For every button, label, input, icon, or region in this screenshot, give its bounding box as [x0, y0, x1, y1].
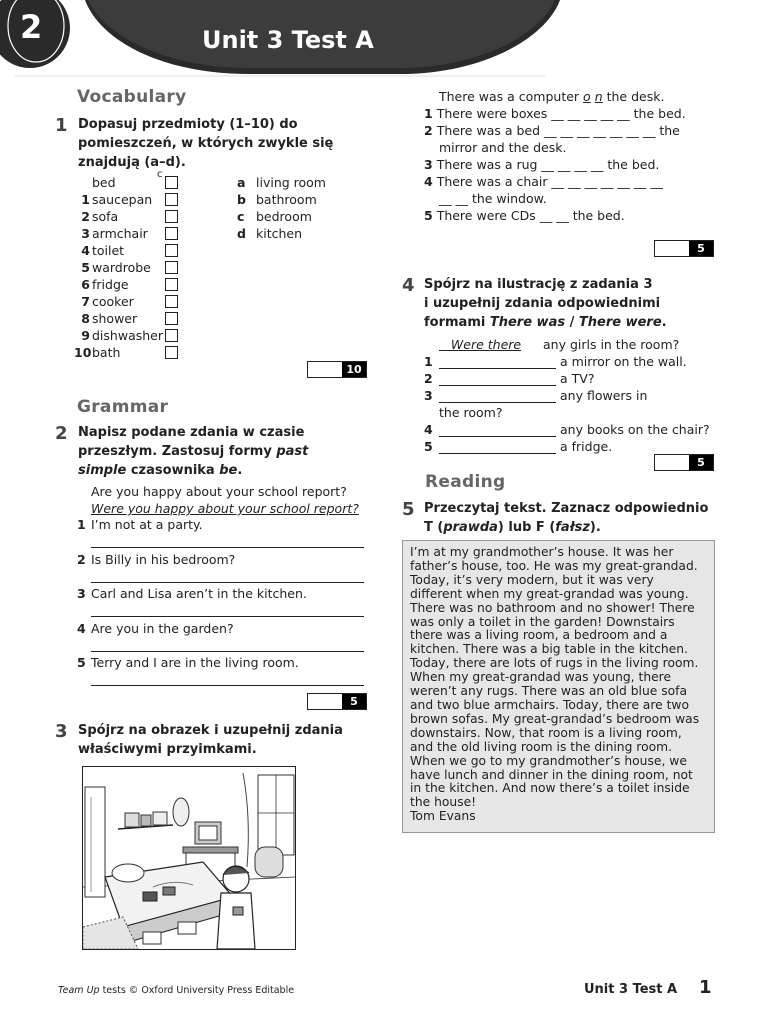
match-checkbox[interactable] [165, 227, 178, 240]
footer-copyright [58, 985, 294, 996]
example-letter: c [157, 169, 163, 180]
vocabulary-heading: Vocabulary [77, 87, 187, 107]
item-number: 10 [74, 345, 92, 360]
instruction-line [78, 461, 308, 480]
ex4-item [424, 370, 724, 387]
item-text: a fridge. [560, 439, 613, 454]
item-text: There was a bed __ __ __ __ __ __ __ the [436, 123, 680, 138]
vocab-item [74, 208, 184, 225]
header-graphic [0, 0, 768, 80]
grammar-example-question: Are you happy about your school report? [91, 484, 347, 499]
item-number: 8 [81, 311, 90, 326]
ex3-item [424, 122, 680, 139]
ex3-example-text: There was a computer [439, 89, 584, 104]
item-number: 9 [81, 328, 90, 343]
reading-heading: Reading [425, 472, 506, 492]
reading-line: different when my great-grandad was young. [410, 586, 689, 601]
vocab-item [74, 225, 184, 242]
score-max: 10 [342, 362, 366, 377]
item-number: 7 [81, 294, 90, 309]
item-text: There was a chair __ __ __ __ __ __ __ [436, 174, 663, 189]
item-number: 2 [424, 123, 433, 138]
item-number: 5 [81, 260, 90, 275]
ex4-item [424, 387, 724, 404]
ex4-example [439, 336, 679, 353]
vocab-item [74, 293, 184, 310]
answer-line[interactable] [91, 616, 364, 617]
instruction-italic: There were [578, 315, 662, 330]
match-checkbox[interactable] [165, 193, 178, 206]
vocab-item [74, 344, 184, 361]
score-blank[interactable] [308, 694, 342, 709]
score-max: 5 [689, 455, 713, 470]
ex3-item [424, 105, 686, 122]
vocab-item [74, 310, 184, 327]
instruction-line: i uzupełnij zdania odpowiednimi [424, 296, 661, 311]
instruction-line [78, 442, 308, 461]
exercise-2-number: 2 [55, 423, 68, 444]
instruction-line: znajdują (a–d). [78, 155, 186, 170]
item-text: a mirror on the wall. [560, 354, 687, 369]
instruction-part: czasownika [126, 463, 220, 478]
item-text: There were CDs __ __ the bed. [436, 208, 625, 223]
grammar-item [77, 551, 367, 585]
reading-line: When we go to my grandmother’s house, we [410, 753, 687, 768]
item-sentence: Is Billy in his bedroom? [91, 551, 236, 567]
match-checkbox[interactable] [165, 312, 178, 325]
vocab-item [74, 191, 184, 208]
item-number: 4 [424, 174, 433, 189]
room-letter: b [237, 192, 246, 207]
item-number: 5 [77, 655, 86, 670]
item-number: 4 [81, 243, 90, 258]
example-word: bed [92, 175, 116, 190]
grammar-item [77, 654, 367, 688]
score-max: 5 [689, 241, 713, 256]
item-sentence: Terry and I are in the living room. [91, 655, 299, 670]
reading-line: There was no bathroom and no shower! There [410, 600, 695, 615]
page-title: Unit 3 Test A [202, 26, 374, 54]
exercise-5-number: 5 [402, 499, 415, 520]
item-number: 5 [424, 208, 433, 223]
ex3-example-text: the desk. [602, 89, 665, 104]
instruction-italic: past [276, 444, 309, 459]
score-blank[interactable] [655, 455, 689, 470]
item-text: There was a rug __ __ __ __ the bed. [436, 157, 660, 172]
item-text: There were boxes __ __ __ __ __ the bed. [436, 106, 686, 121]
reading-author: Tom Evans [410, 809, 476, 824]
instruction-line: Spójrz na ilustrację z zadania 3 [424, 277, 653, 292]
item-sentence: Are you in the garden? [91, 620, 234, 636]
instruction-line: pomieszczeń, w których zwykle się [78, 136, 334, 151]
item-number: 1 [77, 517, 86, 532]
score-box-ex1 [307, 361, 367, 378]
instruction-part: ) lub F ( [497, 520, 556, 535]
instruction-italic: fałsz [555, 520, 590, 535]
instruction-line: Napisz podane zdania w czasie [78, 425, 305, 440]
exercise-1-number: 1 [55, 115, 68, 136]
item-number: 2 [81, 209, 90, 224]
reading-line: I’m at my grandmother’s house. It was her [410, 545, 674, 559]
room-letter: c [237, 209, 245, 224]
instruction-italic: prawda [443, 520, 498, 535]
exercise-5-instruction [424, 499, 708, 537]
item-sentence: I’m not at a party. [91, 517, 203, 532]
answer-line[interactable] [439, 402, 556, 403]
reading-line: and the old living room is the dining room. [410, 739, 673, 754]
item-word: armchair [92, 226, 148, 241]
item-word: saucepan [92, 192, 153, 207]
match-checkbox[interactable] [165, 244, 178, 257]
grammar-heading: Grammar [77, 397, 169, 417]
example-checkbox[interactable] [165, 176, 178, 189]
item-text: a TV? [560, 371, 595, 386]
ex4-example-rest: any girls in the room? [542, 337, 680, 352]
score-max: 5 [342, 694, 366, 709]
vocab-item [74, 276, 184, 293]
instruction-line: Przeczytaj tekst. Zaznacz odpowiednio [424, 501, 709, 516]
item-word: wardrobe [92, 260, 151, 275]
instruction-italic: be [219, 463, 238, 478]
instruction-part: . [237, 463, 243, 478]
ex3-item-cont: mirror and the desk. [439, 140, 567, 155]
bedroom-illustration [82, 766, 296, 950]
item-sentence: Carl and Lisa aren’t in the kitchen. [91, 586, 307, 601]
item-number: 1 [424, 354, 433, 369]
item-number: 4 [77, 620, 86, 636]
item-number: 2 [77, 551, 86, 567]
ex4-item [424, 421, 724, 438]
reading-line: Today, there are lots of rugs in the living room. [410, 656, 699, 671]
reading-line: and two blue armchairs. Today, there are two [410, 697, 690, 712]
item-text: any books on the chair? [560, 422, 710, 437]
instruction-line [424, 313, 667, 332]
instruction-line: Dopasuj przedmioty (1–10) do [78, 117, 298, 132]
item-number: 3 [424, 157, 433, 172]
item-number: 1 [81, 192, 90, 207]
grammar-item [77, 585, 367, 619]
exercise-1-instruction [78, 115, 333, 172]
reading-line: When my great-grandad was young, there [410, 670, 672, 685]
vocab-item [74, 242, 184, 259]
reading-line: in the kitchen. And now there’s a toilet inside [410, 781, 690, 796]
instruction-part: T ( [424, 520, 444, 535]
answer-line[interactable] [439, 453, 556, 454]
footer-unit-label: Unit 3 Test A [584, 982, 678, 997]
ex3-item [424, 173, 663, 190]
answer-line[interactable] [91, 685, 364, 686]
ex4-example-answer-text: Were there [450, 337, 522, 352]
grammar-item [77, 516, 367, 550]
ex4-item [424, 353, 724, 370]
ex3-example-answer: o [583, 89, 591, 104]
answer-line[interactable] [91, 547, 364, 548]
room-name: bedroom [256, 209, 312, 224]
answer-line[interactable] [91, 582, 364, 583]
reading-line: brown sofas. My great-grandad’s bedroom was [410, 711, 700, 726]
grammar-example-answer: Were you happy about your school report? [91, 501, 359, 516]
instruction-line: Spójrz na obrazek i uzupełnij zdania [78, 723, 343, 738]
match-checkbox[interactable] [165, 329, 178, 342]
item-text: any flowers in [560, 388, 648, 403]
item-number: 5 [424, 439, 433, 454]
instruction-line [424, 518, 708, 537]
item-word: fridge [92, 277, 129, 292]
instruction-italic: simple [78, 463, 127, 478]
match-checkbox[interactable] [165, 210, 178, 223]
room-letter: a [237, 175, 246, 190]
ex4-item-cont: the room? [439, 405, 503, 420]
item-number: 3 [77, 586, 86, 601]
item-number: 6 [81, 277, 90, 292]
match-checkbox[interactable] [165, 346, 178, 359]
item-number: 4 [424, 422, 433, 437]
instruction-part: . [661, 315, 667, 330]
item-word: cooker [92, 294, 134, 309]
score-blank[interactable] [308, 362, 342, 377]
reading-line: downstairs. Now, that room is a living room, [410, 725, 682, 740]
ex4-item [424, 438, 724, 455]
ex3-item [424, 207, 625, 224]
item-word: dishwasher [92, 328, 163, 343]
answer-line[interactable] [91, 651, 364, 652]
exercise-4-number: 4 [402, 275, 415, 296]
reading-line: was only a toilet in the garden! Downstairs [410, 614, 675, 629]
vocab-item [74, 327, 184, 344]
exercise-2-instruction [78, 423, 308, 480]
room-name: bathroom [256, 192, 317, 207]
instruction-part: ). [589, 520, 601, 535]
footer-brand: Team Up [58, 985, 100, 996]
item-number: 1 [424, 106, 433, 121]
score-blank[interactable] [655, 241, 689, 256]
footer-page-number: 1 [699, 977, 712, 998]
item-number: 3 [424, 388, 433, 403]
score-box-ex4 [654, 454, 714, 471]
room-name: kitchen [256, 226, 303, 241]
reading-text-box [402, 540, 715, 833]
exercise-3-instruction [78, 721, 343, 759]
instruction-italic: There was [489, 315, 566, 330]
instruction-part: przeszłym. Zastosuj formy [78, 444, 277, 459]
exercise-4-instruction [424, 275, 667, 332]
reading-line: father’s house, too. He was my great-grandad. [410, 558, 698, 573]
item-word: shower [92, 311, 138, 326]
item-word: toilet [92, 243, 125, 258]
ex4-example-answer [439, 336, 539, 353]
room-letter: d [237, 226, 246, 241]
instruction-line: właściwymi przyimkami. [78, 742, 257, 757]
match-checkbox[interactable] [165, 278, 178, 291]
reading-line: weren’t any rugs. There was an old blue sofa [410, 684, 688, 699]
instruction-part: formami [424, 315, 490, 330]
reading-line: kitchen. There was a big table in the kitchen. [410, 642, 688, 657]
match-checkbox[interactable] [165, 295, 178, 308]
grammar-item [77, 620, 367, 654]
ex3-item [424, 156, 659, 173]
answer-line[interactable] [439, 436, 556, 437]
match-checkbox[interactable] [165, 261, 178, 274]
score-box-ex2 [307, 693, 367, 710]
item-number: 3 [81, 226, 90, 241]
ex3-example [439, 88, 664, 105]
room-name: living room [256, 175, 326, 190]
answer-line[interactable] [439, 385, 556, 386]
footer-copyright-text: tests © Oxford University Press Editable [99, 985, 295, 996]
unit-number: 2 [20, 8, 43, 46]
bedroom-drawing [83, 767, 295, 949]
score-box-ex3 [654, 240, 714, 257]
reading-line: have lunch and dinner in the dining room, not [410, 767, 693, 782]
instruction-part: / [565, 315, 579, 330]
answer-line[interactable] [439, 368, 556, 369]
vocab-item [74, 259, 184, 276]
reading-line: there was a living room, a bedroom and a [410, 628, 668, 643]
exercise-3-number: 3 [55, 721, 68, 742]
header-banner [0, 0, 768, 80]
item-word: bath [92, 345, 121, 360]
reading-line: Today, it’s very modern, but it was very [410, 572, 654, 587]
item-number: 2 [424, 371, 433, 386]
item-word: sofa [92, 209, 119, 224]
ex3-example-answer: n [594, 89, 603, 104]
reading-line: the house! [410, 795, 477, 810]
ex3-item-cont: __ __ the window. [439, 191, 547, 206]
